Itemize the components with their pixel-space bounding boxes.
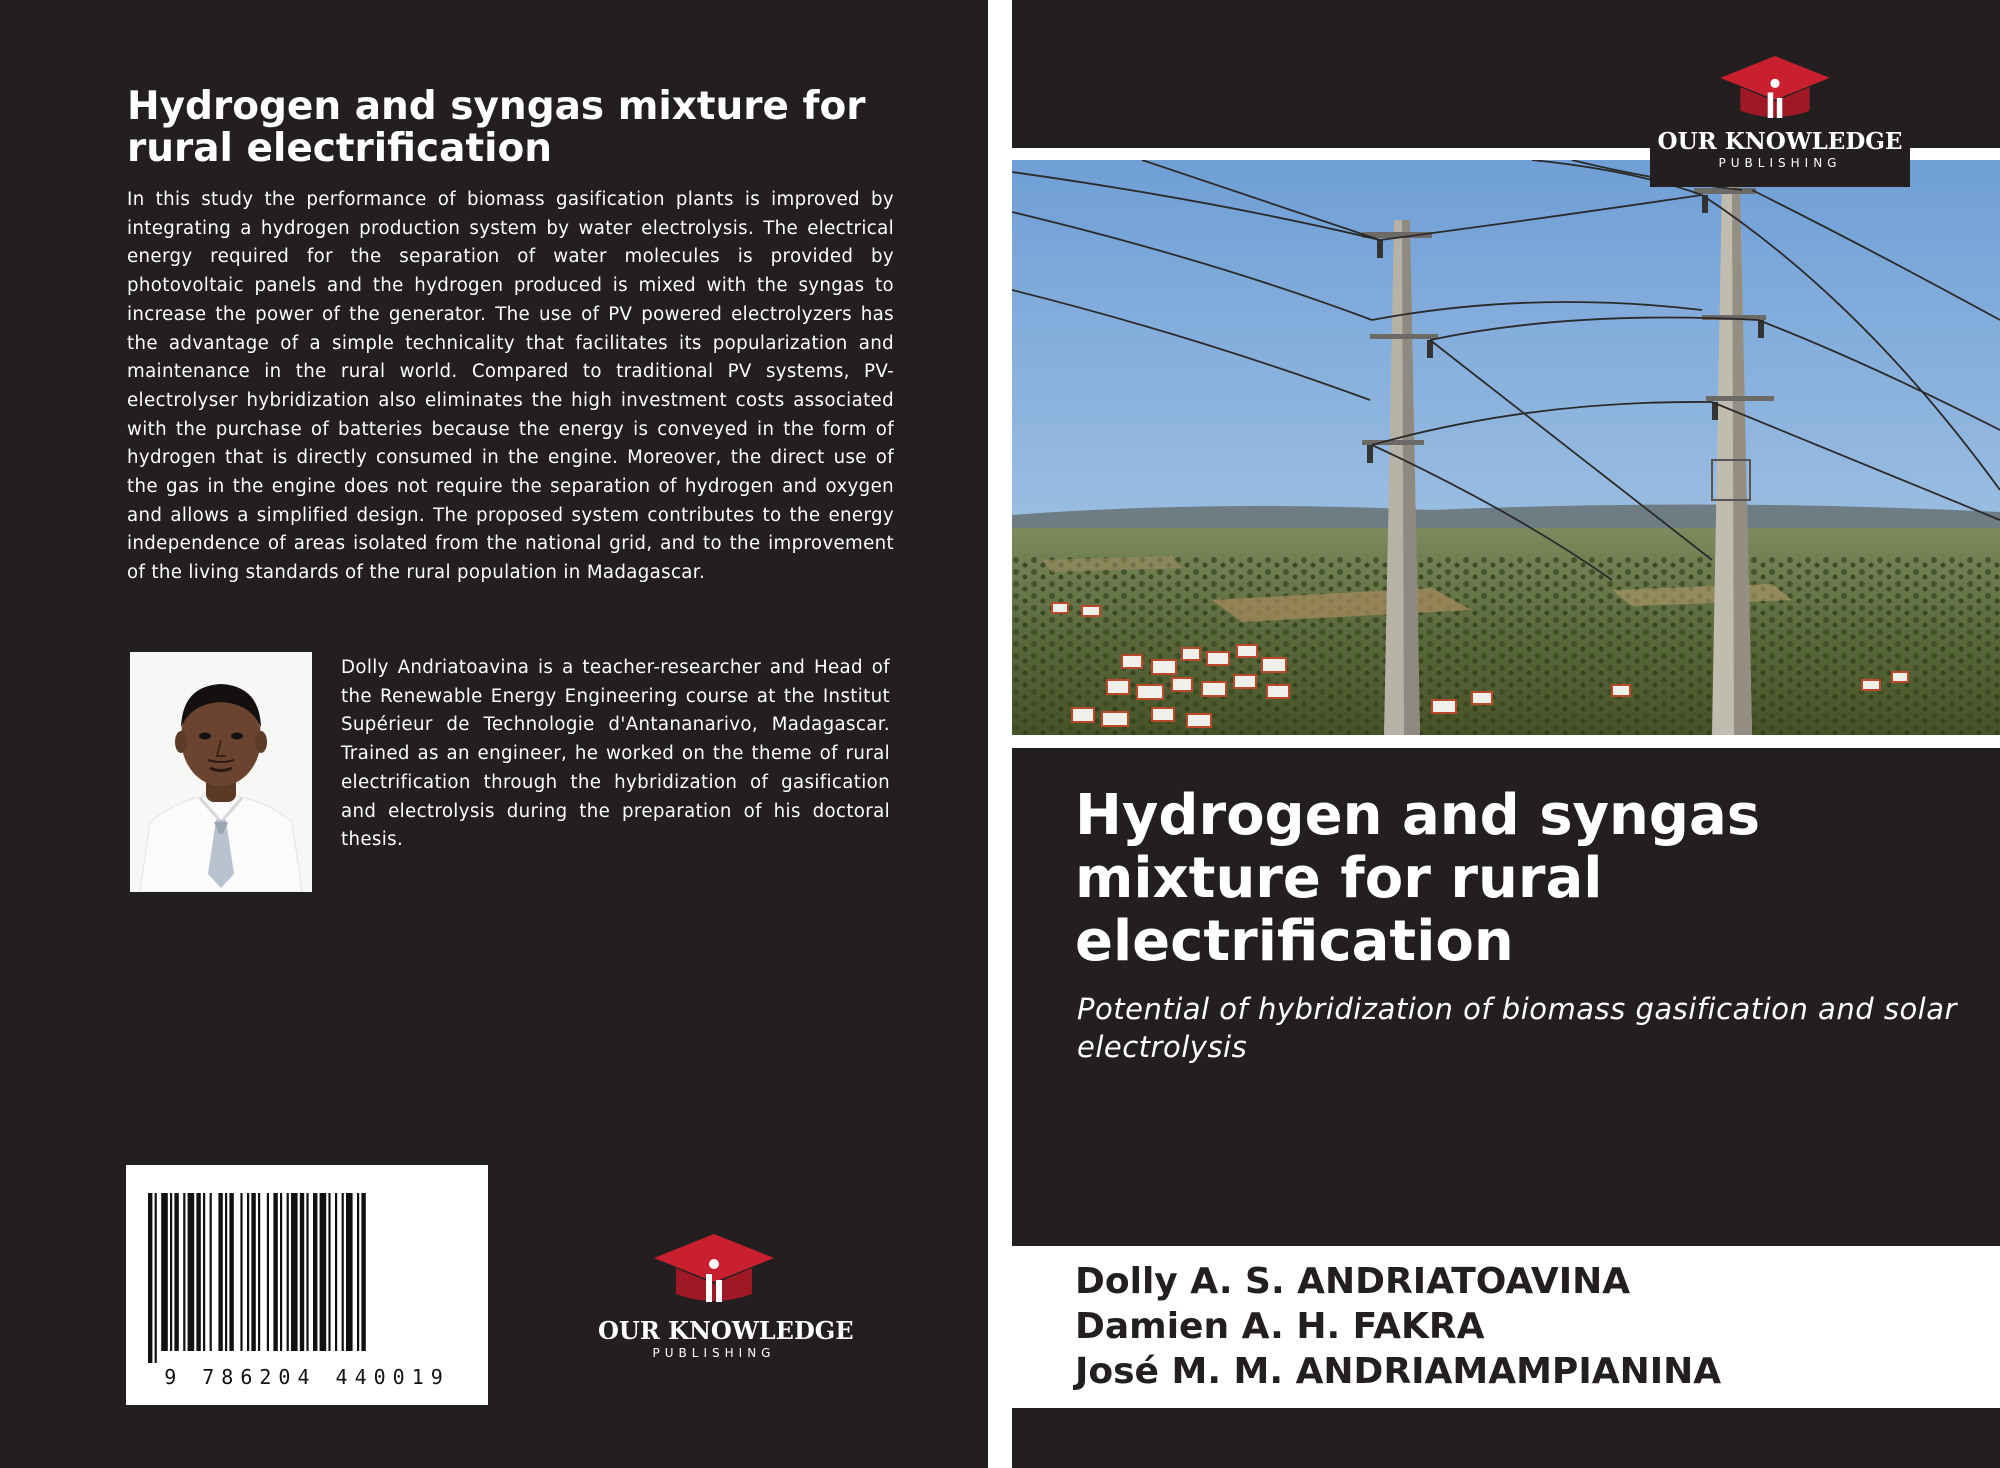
publisher-sub: PUBLISHING (1718, 156, 1842, 170)
author-photo (130, 652, 312, 892)
publisher-name: OUR KNOWLEDGE (1657, 128, 1903, 155)
publisher-sub: PUBLISHING (652, 1346, 776, 1360)
back-cover-blurb: In this study the performance of biomass gasification plants is improved by integrating a hydrogen production system by water electrolysis. The electrical energy required for the separation of water molecules is provided by photovoltaic panels and the hydrogen produced is mixed with the syngas to increase the power of the generator. The use of PV powered electrolyzers has the advantage of a simple technicality that facilitates its popularization and maintenance in the rural world. Compared to traditional PV systems, PV-electrolyser hybridization also eliminates the high investment costs associated with the purchase of batteries because the energy is conveyed in the form of hydrogen that is directly consumed in the engine. Moreover, the direct use of the gas in the engine does not require the separation of hydrogen and oxygen and allows a simplified design. The proposed system contributes to the energy independence of areas isolated from the national grid, and to the improvement of the living standards of the rural population in Madagascar. (127, 189, 894, 584)
authors-band (1012, 1246, 2000, 1408)
author-name: José M. M. ANDRIAMAMPIANINA (1075, 1351, 1722, 1392)
graduation-cap-logo-icon (654, 1234, 774, 1302)
author-bio: Dolly Andriatoavina is a teacher-researcher and Head of the Renewable Energy Engineering course at the Institut Supérieur de Technologie d'Antananarivo, Madagascar. Trained as an engineer, he worked on the theme of rural electrification through the hybridization of gasification and electrolysis during the preparation of his doctoral thesis. (341, 657, 890, 851)
front-cover-title: Hydrogen and syngas mixture for rural electrification (1075, 783, 1761, 974)
front-cover-subtitle: Potential of hybridization of biomass gasification and solar electrolysis (1077, 992, 1957, 1064)
front-publisher-logo (1650, 46, 1910, 187)
author-name: Dolly A. S. ANDRIATOAVINA (1075, 1261, 1631, 1302)
cover-photo (1012, 160, 2000, 735)
isbn-number: 9 786204 440019 (164, 1365, 450, 1389)
graduation-cap-logo-icon (1720, 56, 1830, 118)
back-publisher-logo (598, 1234, 854, 1364)
power-line-photo-icon (1012, 160, 2000, 735)
barcode-icon (148, 1193, 466, 1363)
author-name: Damien A. H. FAKRA (1075, 1306, 1485, 1347)
isbn-barcode (126, 1165, 488, 1405)
author-portrait-icon (130, 652, 312, 892)
front-cover-bottom-band (1012, 1408, 2000, 1468)
publisher-name: OUR KNOWLEDGE (598, 1316, 854, 1345)
spine-gap (988, 0, 1012, 1468)
back-cover-title: Hydrogen and syngas mixture for rural electrification (127, 84, 866, 171)
